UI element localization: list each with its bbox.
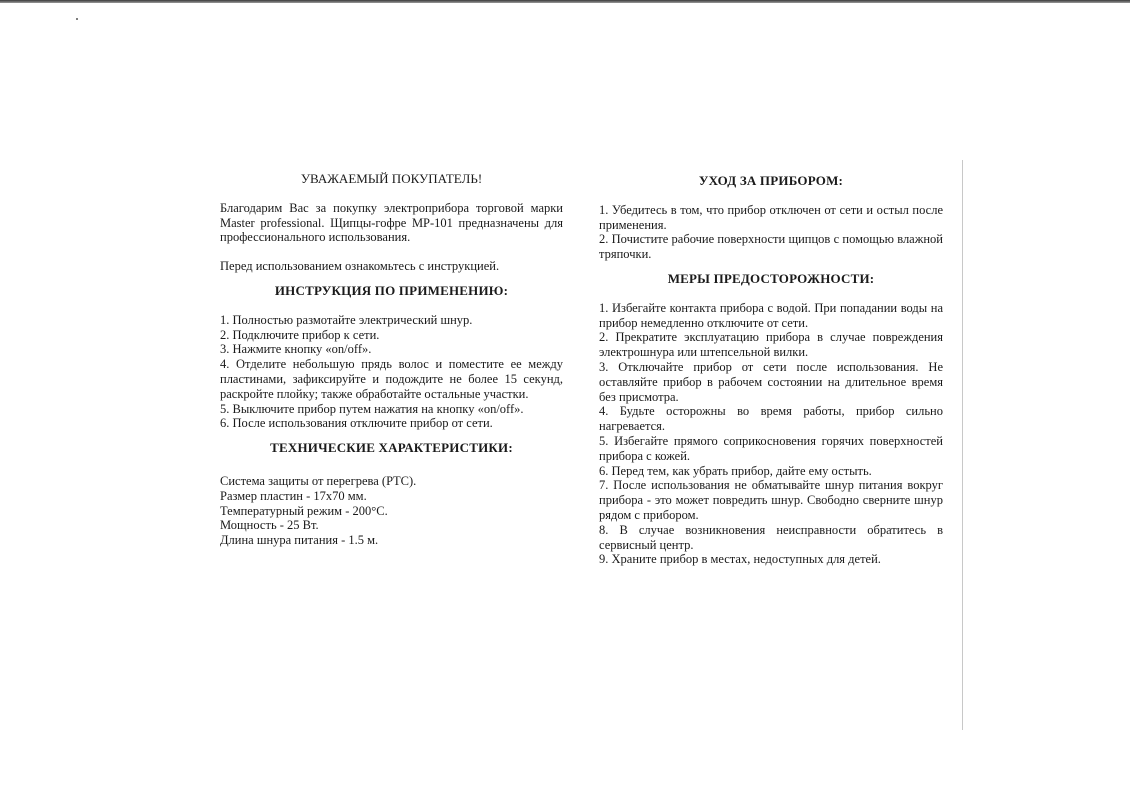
specs-heading: ТЕХНИЧЕСКИЕ ХАРАКТЕРИСТИКИ: bbox=[270, 440, 513, 456]
greeting-heading: УВАЖАЕМЫЙ ПОКУПАТЕЛЬ! bbox=[300, 171, 483, 186]
instruction-item: 4. Отделите небольшую прядь волос и поместите ее между пластинами, зафиксируйте и подождите не более 15 секунд, раскройте плойку; также обработайте остальные участки. bbox=[220, 357, 563, 401]
care-item: 2. Почистите рабочие поверхности щипцов с помощью влажной тряпочки. bbox=[599, 232, 943, 262]
instruction-item: 1. Полностью размотайте электрический шнур. bbox=[220, 312, 473, 327]
spec-item: Температурный режим - 200°С. bbox=[220, 503, 388, 518]
safety-item: 2. Прекратите эксплуатацию прибора в случае повреждения электрошнура или штепсельной вилки. bbox=[599, 330, 943, 360]
specs-list bbox=[220, 474, 563, 548]
care-item: 1. Убедитесь в том, что прибор отключен от сети и остыл после применения. bbox=[599, 202, 943, 232]
safety-item: 9. Храните прибор в местах, недоступных для детей. bbox=[599, 552, 881, 567]
spec-item: Мощность - 25 Вт. bbox=[220, 518, 319, 533]
left-column bbox=[220, 172, 563, 548]
spec-item: Размер пластин - 17х70 мм. bbox=[220, 488, 367, 503]
safety-item: 4. Будьте осторожны во время работы, прибор сильно нагревается. bbox=[599, 404, 943, 434]
spec-item: Длина шнура питания - 1.5 м. bbox=[220, 533, 379, 548]
read-instructions-note: Перед использованием ознакомьтесь с инструкцией. bbox=[220, 259, 500, 274]
instructions-heading: ИНСТРУКЦИЯ ПО ПРИМЕНЕНИЮ: bbox=[274, 282, 509, 298]
scan-top-edge bbox=[0, 0, 1130, 3]
safety-item: 8. В случае возникновения неисправности обратитесь в сервисный центр. bbox=[599, 522, 943, 552]
instruction-item: 2. Подключите прибор к сети. bbox=[220, 327, 380, 342]
safety-item: 3. Отключайте прибор от сети после использования. Не оставляйте прибор в рабочем состоянии на длительное время без присмотра. bbox=[599, 359, 943, 404]
instructions-list bbox=[220, 313, 563, 431]
safety-item: 5. Избегайте прямого соприкосновения горячих поверхностей прибора с кожей. bbox=[599, 433, 943, 463]
instruction-item: 3. Нажмите кнопку «on/off». bbox=[220, 342, 372, 357]
care-list bbox=[599, 203, 943, 262]
spec-item: Система защиты от перегрева (PTC). bbox=[220, 473, 417, 488]
care-heading: УХОД ЗА ПРИБОРОМ: bbox=[698, 173, 844, 188]
safety-list bbox=[599, 301, 943, 567]
safety-item: 1. Избегайте контакта прибора с водой. При попадании воды на прибор немедленно отключите от сети. bbox=[599, 300, 943, 330]
instruction-item: 5. Выключите прибор путем нажатия на кнопку «on/off». bbox=[220, 401, 524, 416]
instruction-item: 6. После использования отключите прибор от сети. bbox=[220, 416, 493, 431]
safety-item: 6. Перед тем, как убрать прибор, дайте ему остыть. bbox=[599, 463, 872, 478]
page-fold-line bbox=[962, 160, 963, 730]
scan-speck bbox=[76, 18, 78, 20]
safety-item: 7. После использования не обматывайте шнур питания вокруг прибора - это может повредить шнур. Свободно сверните шнур рядом с прибором. bbox=[599, 478, 943, 522]
intro-paragraph: Благодарим Вас за покупку электроприбора торговой марки Master professional. Щипцы-гофре МР-101 предназначены для профессионального использования. bbox=[220, 200, 563, 245]
right-column bbox=[599, 174, 943, 567]
safety-heading: МЕРЫ ПРЕДОСТОРОЖНОСТИ: bbox=[667, 270, 875, 286]
